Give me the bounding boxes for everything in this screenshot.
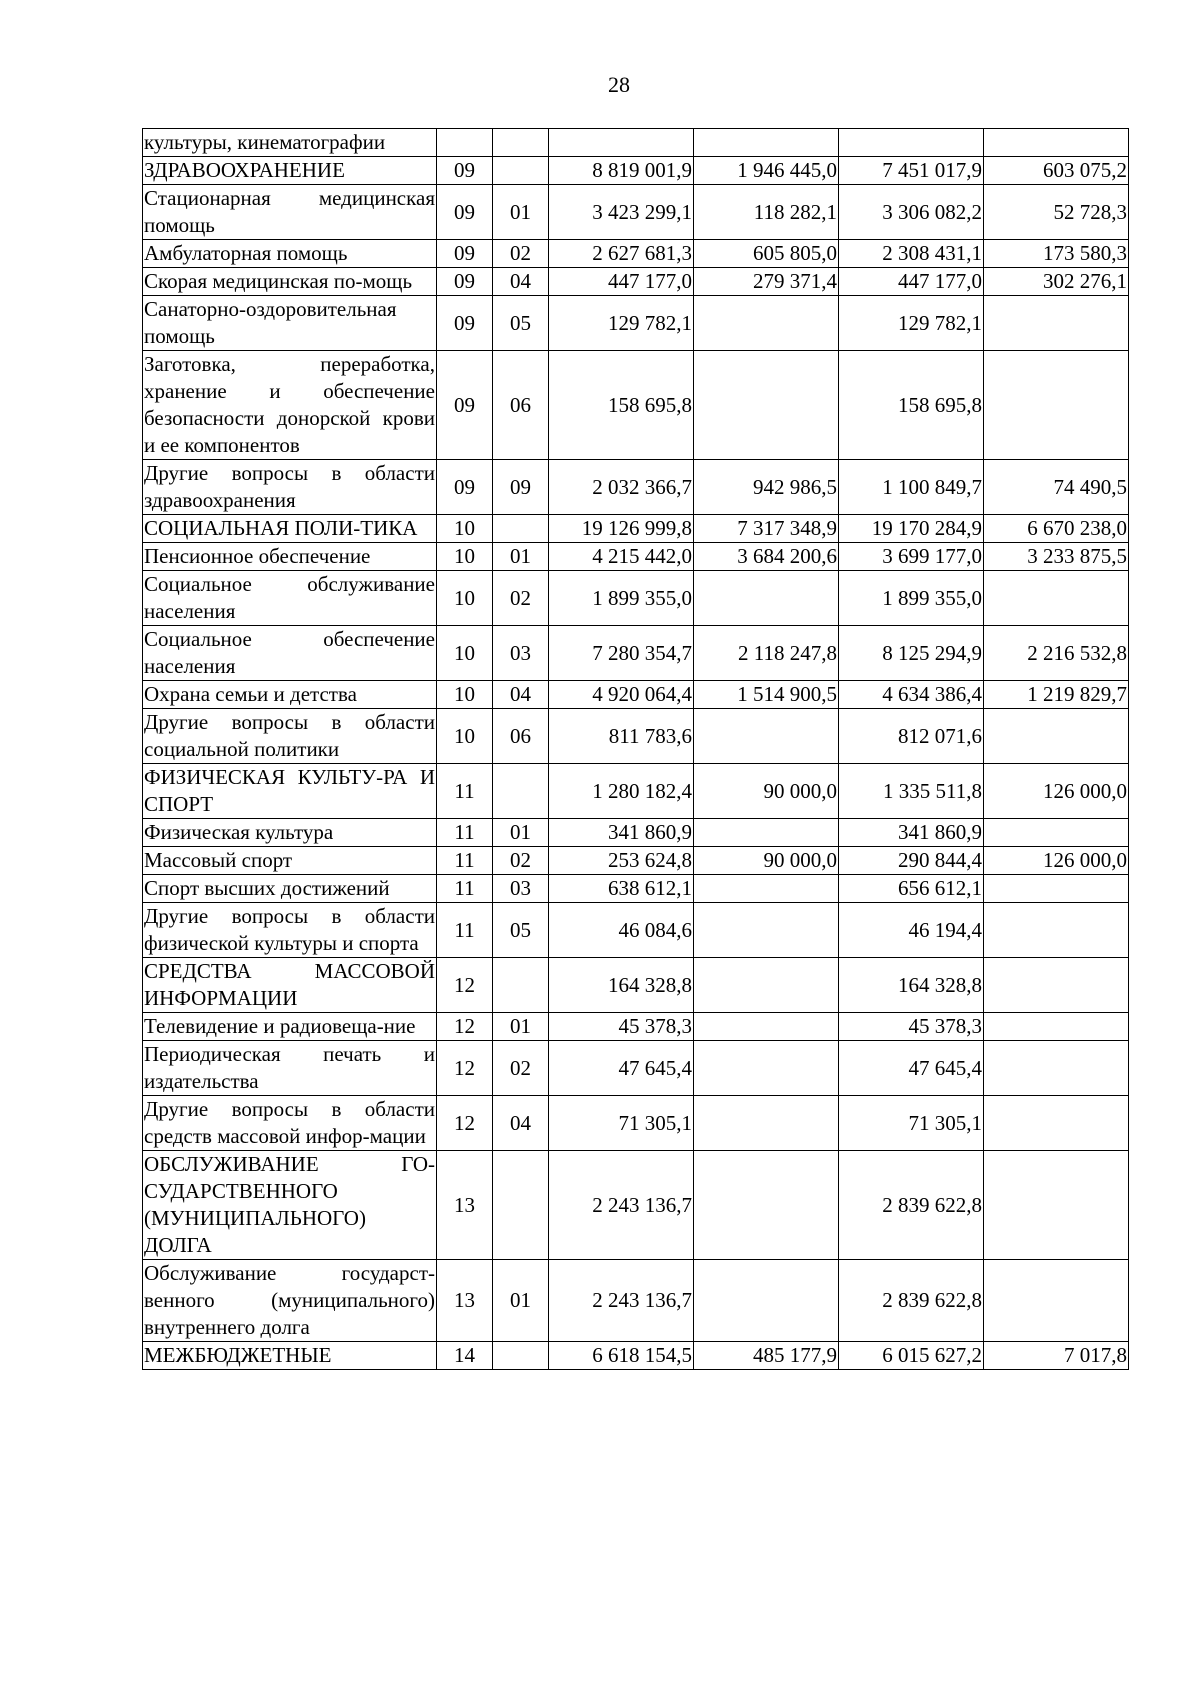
section-code-cell: 09 xyxy=(437,296,493,351)
item-name-cell: ОБСЛУЖИВАНИЕ ГО-СУДАРСТВЕННОГО (МУНИЦИПАЛЬНОГО) ДОЛГА xyxy=(143,1151,437,1260)
amount-col-3-cell xyxy=(839,129,984,157)
subsection-code-cell: 01 xyxy=(493,543,549,571)
section-code-cell: 10 xyxy=(437,515,493,543)
table-row xyxy=(143,1260,1129,1342)
item-name-cell: МЕЖБЮДЖЕТНЫЕ xyxy=(143,1342,437,1370)
subsection-code-cell xyxy=(493,958,549,1013)
table-row xyxy=(143,268,1129,296)
amount-col-4-cell xyxy=(984,571,1129,626)
amount-col-3-cell: 1 100 849,7 xyxy=(839,460,984,515)
amount-col-4-cell xyxy=(984,819,1129,847)
amount-col-3-cell: 3 699 177,0 xyxy=(839,543,984,571)
amount-col-4-cell xyxy=(984,875,1129,903)
amount-col-1-cell: 4 920 064,4 xyxy=(549,681,694,709)
subsection-code-cell: 03 xyxy=(493,875,549,903)
section-code-cell: 13 xyxy=(437,1151,493,1260)
section-code-cell: 10 xyxy=(437,543,493,571)
amount-col-3-cell: 2 839 622,8 xyxy=(839,1260,984,1342)
table-row xyxy=(143,958,1129,1013)
section-code-cell: 09 xyxy=(437,185,493,240)
amount-col-1-cell: 1 899 355,0 xyxy=(549,571,694,626)
amount-col-4-cell: 603 075,2 xyxy=(984,157,1129,185)
section-code-cell: 11 xyxy=(437,903,493,958)
amount-col-2-cell xyxy=(694,1041,839,1096)
amount-col-2-cell: 7 317 348,9 xyxy=(694,515,839,543)
subsection-code-cell: 04 xyxy=(493,1096,549,1151)
amount-col-1-cell: 7 280 354,7 xyxy=(549,626,694,681)
amount-col-1-cell: 47 645,4 xyxy=(549,1041,694,1096)
subsection-code-cell xyxy=(493,157,549,185)
amount-col-3-cell: 2 839 622,8 xyxy=(839,1151,984,1260)
table-row xyxy=(143,296,1129,351)
item-name-cell: Охрана семьи и детства xyxy=(143,681,437,709)
amount-col-3-cell: 8 125 294,9 xyxy=(839,626,984,681)
amount-col-2-cell: 90 000,0 xyxy=(694,764,839,819)
subsection-code-cell: 02 xyxy=(493,1041,549,1096)
amount-col-4-cell xyxy=(984,1151,1129,1260)
amount-col-3-cell: 290 844,4 xyxy=(839,847,984,875)
table-row xyxy=(143,709,1129,764)
subsection-code-cell: 05 xyxy=(493,296,549,351)
item-name-cell: Социальное обеспечение населения xyxy=(143,626,437,681)
table-row xyxy=(143,129,1129,157)
amount-col-2-cell: 1 514 900,5 xyxy=(694,681,839,709)
table-row xyxy=(143,1096,1129,1151)
section-code-cell: 11 xyxy=(437,875,493,903)
subsection-code-cell: 01 xyxy=(493,819,549,847)
item-name-cell: СРЕДСТВА МАССОВОЙ ИНФОРМАЦИИ xyxy=(143,958,437,1013)
subsection-code-cell: 02 xyxy=(493,571,549,626)
item-name-cell: Другие вопросы в области средств массовой инфор-мации xyxy=(143,1096,437,1151)
item-name-cell: Массовый спорт xyxy=(143,847,437,875)
subsection-code-cell xyxy=(493,1342,549,1370)
item-name-cell: ФИЗИЧЕСКАЯ КУЛЬТУ-РА И СПОРТ xyxy=(143,764,437,819)
amount-col-4-cell: 3 233 875,5 xyxy=(984,543,1129,571)
item-name-cell: Амбулаторная помощь xyxy=(143,240,437,268)
amount-col-2-cell: 485 177,9 xyxy=(694,1342,839,1370)
amount-col-2-cell xyxy=(694,1096,839,1151)
amount-col-4-cell xyxy=(984,129,1129,157)
item-name-cell: СОЦИАЛЬНАЯ ПОЛИ-ТИКА xyxy=(143,515,437,543)
table-row xyxy=(143,571,1129,626)
subsection-code-cell xyxy=(493,515,549,543)
amount-col-4-cell: 1 219 829,7 xyxy=(984,681,1129,709)
amount-col-1-cell: 45 378,3 xyxy=(549,1013,694,1041)
amount-col-3-cell: 158 695,8 xyxy=(839,351,984,460)
table-row xyxy=(143,847,1129,875)
amount-col-2-cell xyxy=(694,819,839,847)
amount-col-2-cell: 1 946 445,0 xyxy=(694,157,839,185)
amount-col-1-cell: 71 305,1 xyxy=(549,1096,694,1151)
table-row xyxy=(143,1013,1129,1041)
amount-col-4-cell: 173 580,3 xyxy=(984,240,1129,268)
amount-col-2-cell xyxy=(694,1151,839,1260)
section-code-cell: 12 xyxy=(437,1013,493,1041)
page-number: 28 xyxy=(608,72,630,97)
amount-col-4-cell: 2 216 532,8 xyxy=(984,626,1129,681)
amount-col-3-cell: 164 328,8 xyxy=(839,958,984,1013)
amount-col-2-cell: 118 282,1 xyxy=(694,185,839,240)
table-row xyxy=(143,351,1129,460)
amount-col-3-cell: 341 860,9 xyxy=(839,819,984,847)
amount-col-2-cell xyxy=(694,296,839,351)
amount-col-1-cell: 447 177,0 xyxy=(549,268,694,296)
table-row xyxy=(143,240,1129,268)
amount-col-3-cell: 1 899 355,0 xyxy=(839,571,984,626)
amount-col-2-cell xyxy=(694,1260,839,1342)
section-code-cell: 10 xyxy=(437,709,493,764)
item-name-cell: Спорт высших достижений xyxy=(143,875,437,903)
subsection-code-cell: 01 xyxy=(493,1260,549,1342)
section-code-cell: 09 xyxy=(437,460,493,515)
table-row xyxy=(143,1041,1129,1096)
amount-col-1-cell: 6 618 154,5 xyxy=(549,1342,694,1370)
table-row xyxy=(143,515,1129,543)
subsection-code-cell: 02 xyxy=(493,240,549,268)
table-row xyxy=(143,460,1129,515)
amount-col-4-cell xyxy=(984,1260,1129,1342)
amount-col-1-cell: 19 126 999,8 xyxy=(549,515,694,543)
item-name-cell: Санаторно-оздоровительная помощь xyxy=(143,296,437,351)
section-code-cell: 14 xyxy=(437,1342,493,1370)
item-name-cell: Скорая медицинская по-мощь xyxy=(143,268,437,296)
amount-col-2-cell xyxy=(694,1013,839,1041)
amount-col-4-cell: 7 017,8 xyxy=(984,1342,1129,1370)
table-row xyxy=(143,157,1129,185)
table-row xyxy=(143,764,1129,819)
amount-col-4-cell xyxy=(984,351,1129,460)
amount-col-1-cell: 2 243 136,7 xyxy=(549,1260,694,1342)
amount-col-3-cell: 129 782,1 xyxy=(839,296,984,351)
section-code-cell: 12 xyxy=(437,1041,493,1096)
table-row xyxy=(143,626,1129,681)
amount-col-4-cell xyxy=(984,1013,1129,1041)
amount-col-3-cell: 4 634 386,4 xyxy=(839,681,984,709)
section-code-cell: 09 xyxy=(437,240,493,268)
item-name-cell: Периодическая печать и издательства xyxy=(143,1041,437,1096)
section-code-cell: 13 xyxy=(437,1260,493,1342)
amount-col-3-cell: 1 335 511,8 xyxy=(839,764,984,819)
section-code-cell: 11 xyxy=(437,764,493,819)
amount-col-2-cell xyxy=(694,875,839,903)
amount-col-2-cell: 279 371,4 xyxy=(694,268,839,296)
item-name-cell: Телевидение и радиовеща-ние xyxy=(143,1013,437,1041)
subsection-code-cell: 06 xyxy=(493,709,549,764)
item-name-cell: Пенсионное обеспечение xyxy=(143,543,437,571)
item-name-cell: Другие вопросы в области здравоохранения xyxy=(143,460,437,515)
amount-col-3-cell: 7 451 017,9 xyxy=(839,157,984,185)
subsection-code-cell: 03 xyxy=(493,626,549,681)
amount-col-2-cell xyxy=(694,351,839,460)
amount-col-3-cell: 19 170 284,9 xyxy=(839,515,984,543)
subsection-code-cell: 01 xyxy=(493,185,549,240)
amount-col-4-cell xyxy=(984,903,1129,958)
amount-col-4-cell: 52 728,3 xyxy=(984,185,1129,240)
amount-col-1-cell: 158 695,8 xyxy=(549,351,694,460)
subsection-code-cell xyxy=(493,1151,549,1260)
item-name-cell: Стационарная медицинская помощь xyxy=(143,185,437,240)
amount-col-3-cell: 6 015 627,2 xyxy=(839,1342,984,1370)
amount-col-1-cell xyxy=(549,129,694,157)
item-name-cell: Заготовка, переработка, хранение и обеспечение безопасности донорской крови и ее компонентов xyxy=(143,351,437,460)
subsection-code-cell: 09 xyxy=(493,460,549,515)
section-code-cell: 09 xyxy=(437,157,493,185)
amount-col-3-cell: 812 071,6 xyxy=(839,709,984,764)
item-name-cell: Другие вопросы в области физической культуры и спорта xyxy=(143,903,437,958)
amount-col-1-cell: 341 860,9 xyxy=(549,819,694,847)
table-row xyxy=(143,543,1129,571)
subsection-code-cell: 04 xyxy=(493,268,549,296)
section-code-cell: 10 xyxy=(437,626,493,681)
amount-col-3-cell: 71 305,1 xyxy=(839,1096,984,1151)
amount-col-1-cell: 811 783,6 xyxy=(549,709,694,764)
section-code-cell: 09 xyxy=(437,351,493,460)
amount-col-3-cell: 656 612,1 xyxy=(839,875,984,903)
amount-col-1-cell: 3 423 299,1 xyxy=(549,185,694,240)
amount-col-4-cell: 74 490,5 xyxy=(984,460,1129,515)
item-name-cell: Физическая культура xyxy=(143,819,437,847)
amount-col-4-cell: 302 276,1 xyxy=(984,268,1129,296)
amount-col-3-cell: 3 306 082,2 xyxy=(839,185,984,240)
amount-col-3-cell: 46 194,4 xyxy=(839,903,984,958)
section-code-cell: 09 xyxy=(437,268,493,296)
amount-col-1-cell: 8 819 001,9 xyxy=(549,157,694,185)
budget-table xyxy=(142,128,1129,1370)
amount-col-1-cell: 253 624,8 xyxy=(549,847,694,875)
section-code-cell: 10 xyxy=(437,571,493,626)
amount-col-1-cell: 638 612,1 xyxy=(549,875,694,903)
subsection-code-cell: 01 xyxy=(493,1013,549,1041)
amount-col-2-cell: 2 118 247,8 xyxy=(694,626,839,681)
section-code-cell: 11 xyxy=(437,819,493,847)
amount-col-2-cell: 942 986,5 xyxy=(694,460,839,515)
amount-col-1-cell: 1 280 182,4 xyxy=(549,764,694,819)
amount-col-3-cell: 447 177,0 xyxy=(839,268,984,296)
section-code-cell: 12 xyxy=(437,1096,493,1151)
table-row xyxy=(143,681,1129,709)
amount-col-4-cell: 6 670 238,0 xyxy=(984,515,1129,543)
subsection-code-cell xyxy=(493,129,549,157)
amount-col-1-cell: 2 627 681,3 xyxy=(549,240,694,268)
table-row xyxy=(143,903,1129,958)
amount-col-2-cell: 3 684 200,6 xyxy=(694,543,839,571)
amount-col-2-cell: 605 805,0 xyxy=(694,240,839,268)
amount-col-1-cell: 4 215 442,0 xyxy=(549,543,694,571)
item-name-cell: Обслуживание государст-венного (муниципального) внутреннего долга xyxy=(143,1260,437,1342)
table-row xyxy=(143,185,1129,240)
amount-col-4-cell xyxy=(984,1096,1129,1151)
amount-col-4-cell xyxy=(984,1041,1129,1096)
amount-col-2-cell xyxy=(694,571,839,626)
amount-col-1-cell: 164 328,8 xyxy=(549,958,694,1013)
item-name-cell: ЗДРАВООХРАНЕНИЕ xyxy=(143,157,437,185)
subsection-code-cell: 05 xyxy=(493,903,549,958)
table-row xyxy=(143,819,1129,847)
amount-col-3-cell: 2 308 431,1 xyxy=(839,240,984,268)
subsection-code-cell xyxy=(493,764,549,819)
amount-col-4-cell: 126 000,0 xyxy=(984,764,1129,819)
amount-col-2-cell xyxy=(694,903,839,958)
table-row xyxy=(143,875,1129,903)
amount-col-4-cell xyxy=(984,958,1129,1013)
amount-col-4-cell xyxy=(984,709,1129,764)
table-row xyxy=(143,1342,1129,1370)
amount-col-2-cell xyxy=(694,709,839,764)
amount-col-1-cell: 2 032 366,7 xyxy=(549,460,694,515)
section-code-cell: 10 xyxy=(437,681,493,709)
amount-col-2-cell xyxy=(694,129,839,157)
amount-col-3-cell: 45 378,3 xyxy=(839,1013,984,1041)
amount-col-4-cell: 126 000,0 xyxy=(984,847,1129,875)
amount-col-1-cell: 46 084,6 xyxy=(549,903,694,958)
amount-col-1-cell: 129 782,1 xyxy=(549,296,694,351)
item-name-cell: культуры, кинематографии xyxy=(143,129,437,157)
amount-col-3-cell: 47 645,4 xyxy=(839,1041,984,1096)
item-name-cell: Другие вопросы в области социальной политики xyxy=(143,709,437,764)
section-code-cell: 12 xyxy=(437,958,493,1013)
section-code-cell: 11 xyxy=(437,847,493,875)
section-code-cell xyxy=(437,129,493,157)
amount-col-2-cell xyxy=(694,958,839,1013)
budget-table-body xyxy=(143,129,1129,1370)
subsection-code-cell: 04 xyxy=(493,681,549,709)
subsection-code-cell: 02 xyxy=(493,847,549,875)
amount-col-1-cell: 2 243 136,7 xyxy=(549,1151,694,1260)
subsection-code-cell: 06 xyxy=(493,351,549,460)
amount-col-4-cell xyxy=(984,296,1129,351)
item-name-cell: Социальное обслуживание населения xyxy=(143,571,437,626)
table-row xyxy=(143,1151,1129,1260)
amount-col-2-cell: 90 000,0 xyxy=(694,847,839,875)
